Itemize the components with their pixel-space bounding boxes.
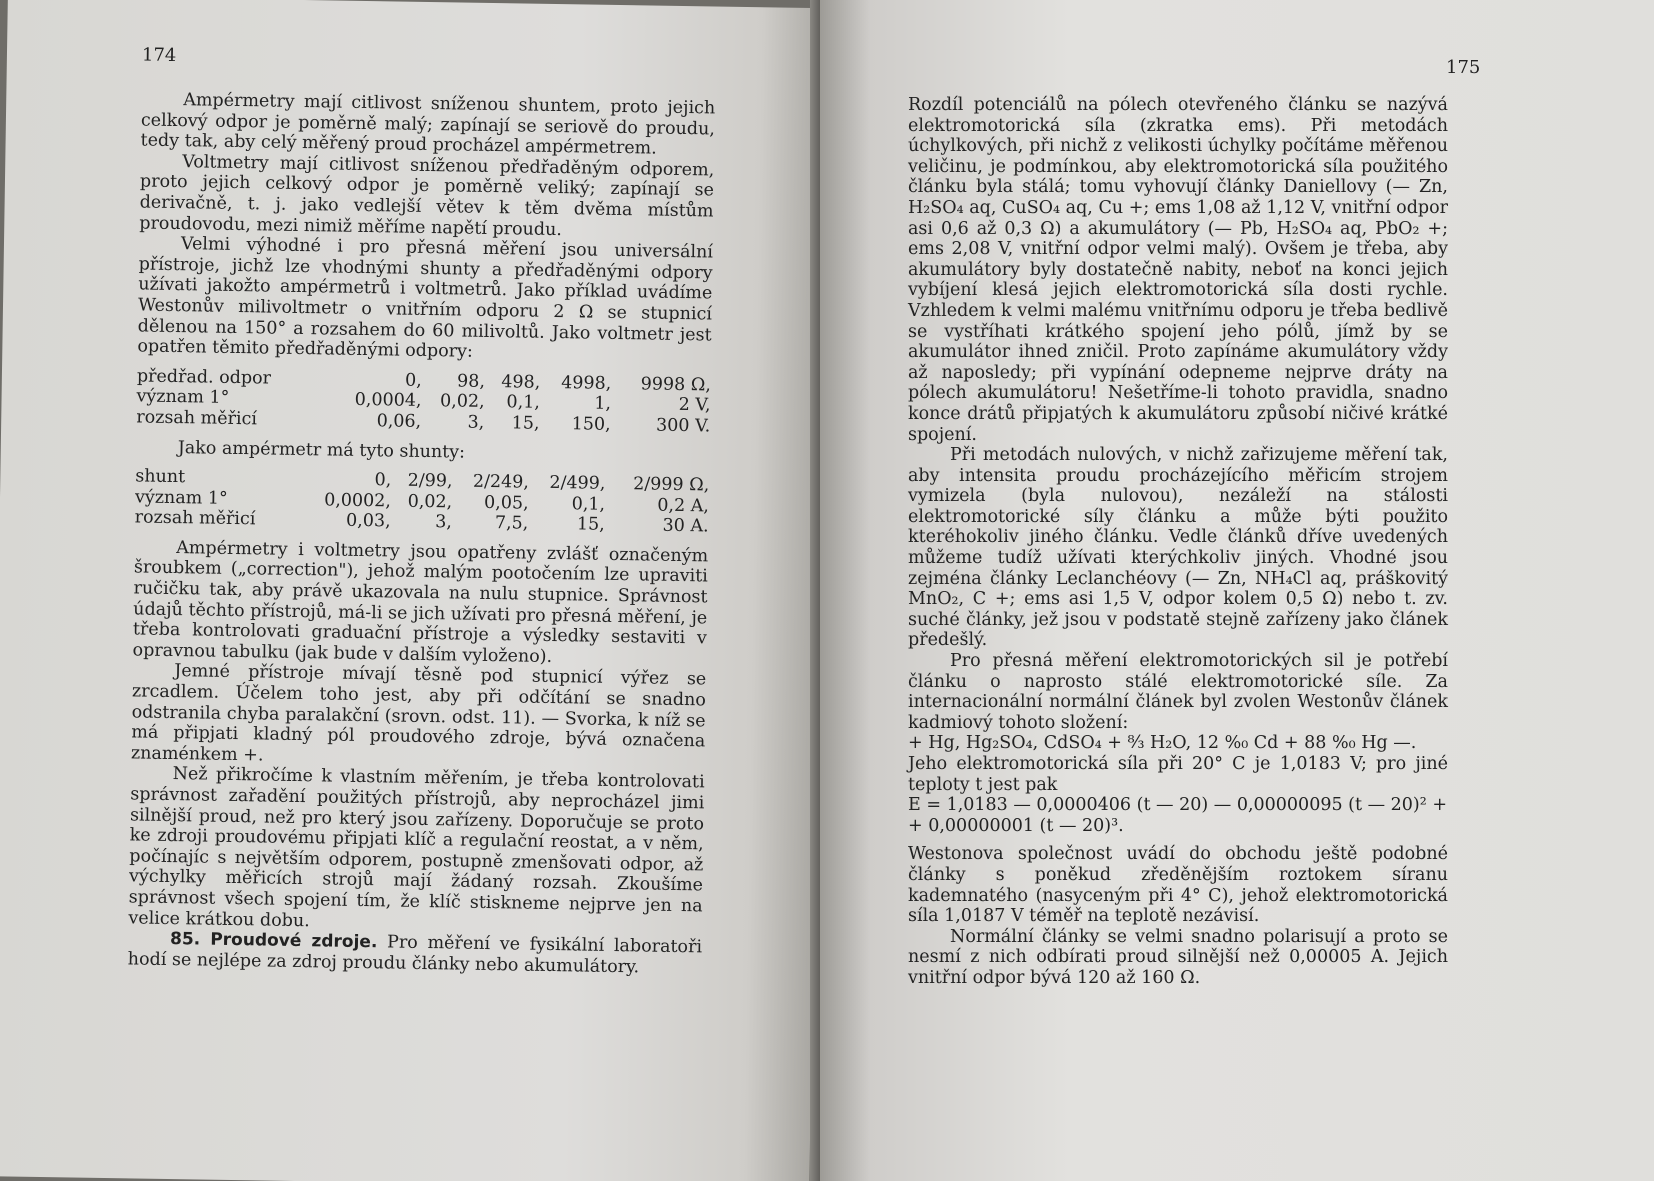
- paragraph: Jeho elektromotorická síla při 20° C je 1,0183 V; pro jiné teploty t jest pak: [908, 754, 1448, 795]
- right-page: [820, 0, 1654, 1181]
- paragraph: Než přikročíme k vlastním měřením, je třeba kontrolovati správnost zařadění použitých přístrojů, aby neprocházel jimi silnější proud, než pro který jsou zařízeny. Doporučuje se proto ke zdroji proudovému připjati klíč a regulační reostat, a v něm, počínajíc s největším odporem, postupně zmenšovati odpor, až výchylky měřicích strojů mají žádaný rozsah. Zkoušíme správnost všech spojení tím, že klíč stiskneme nejprve jen na velice krátkou dobu.: [128, 764, 705, 931]
- paragraph-text: Pro měření ve fysikální laboratoři hodí se nejlépe za zdroj proudu články nebo akumulátory.: [127, 932, 703, 978]
- table-cell: 0,02,: [407, 491, 453, 513]
- table-cell: význam 1°: [134, 487, 228, 509]
- paragraph: Voltmetry mají citlivost sníženou předřaděným odporem, proto jejich celkový odpor je poměrně veliký; zapínají se derivačně, t. j. jako vedlejší větev k těm dvěma místům proudovodu, mezi nimiž měříme napětí proudu.: [139, 151, 715, 240]
- formula-weston-cell: + Hg, Hg₂SO₄, CdSO₄ + ⁸⁄₃ H₂O, 12 %₀ Cd + 88 %₀ Hg —.: [908, 733, 1417, 754]
- table-cell: 2 V,: [678, 395, 711, 416]
- table-cell: 2/249,: [472, 471, 530, 493]
- table-resistors: [136, 366, 711, 437]
- table-cell: 98,: [456, 371, 486, 392]
- table-cell: 15,: [576, 514, 605, 536]
- table-cell: význam 1°: [136, 386, 230, 409]
- table-cell: 15,: [511, 413, 540, 434]
- table-cell: 0,06,: [376, 411, 422, 432]
- table-cell: 0,03,: [345, 511, 391, 532]
- table-cell: 0,02,: [439, 391, 485, 413]
- paragraph: Normální články se velmi snadno polarisují a proto se nesmí z nich odbírati proud silnější než 0,00005 A. Jejich vnitřní odpor bývá 120 až 160 Ω.: [908, 926, 1448, 988]
- section-heading: 85. Proudové zdroje.: [169, 929, 378, 953]
- paragraph: Pro přesná měření elektromotorických sil je potřebí článku o naprosto stálé elektromotorické síle. Za internacionální normální článek byl zvolen Westonův článek kadmiový tohoto složení:: [908, 651, 1448, 733]
- table-cell: 4998,: [561, 372, 612, 394]
- left-text-column: [128, 89, 716, 978]
- right-text-column: [908, 95, 1448, 989]
- table-cell: 0,1,: [571, 493, 606, 515]
- table-cell: 0,2 A,: [657, 495, 710, 517]
- table-cell: 7,5,: [494, 513, 529, 534]
- table-cell: 0,0002,: [324, 490, 392, 512]
- formula-emf-line1: E = 1,0183 — 0,0000406 (t — 20) — 0,00000095 (t — 20)² +: [908, 795, 1447, 816]
- table-cell: 2/99,: [407, 470, 453, 492]
- table-cell: rozsah měřicí: [136, 407, 258, 430]
- table-cell: 3,: [467, 412, 485, 433]
- table-cell: předřad. odpor: [136, 366, 272, 389]
- table-cell: 150,: [571, 414, 611, 435]
- page-number: 174: [141, 44, 177, 67]
- paragraph: Velmi výhodné i pro přesná měření jsou universální přístroje, jichž lze vhodnými shunty a předřaděnými odpory užívati jakožto ampérmetrů i voltmetrů. Jako příklad uvádíme Westonův milivoltmetr o vnitřním odporu 2 Ω se stupnicí dělenou na 150° a rozsahem do 60 milivoltů. Jako voltmetr jest opatřen těmito předřaděnými odpory:: [137, 234, 714, 362]
- table-shunts: [135, 467, 710, 538]
- table-cell: 0,0004,: [354, 390, 422, 412]
- paragraph: [128, 929, 703, 979]
- table-cell: 0,: [374, 470, 392, 491]
- paragraph: Jemné přístroje mívají těsně pod stupnicí výřez se zrcadlem. Účelem toho jest, aby při odčítání se snadno odstranila chyba paralakční (srovn. odst. 11). — Svorka, k níž se má připjati kladný pól proudového zdroje, bývá označena znaménkem +.: [130, 661, 707, 766]
- table-cell: 300 V.: [655, 415, 711, 437]
- paragraph: Rozdíl potenciálů na pólech otevřeného článku se nazývá elektromotorická síla (zkratka ems). Při metodách úchylkových, při nichž z velikosti úchylky počítáme měřenou veličinu, je podmínkou, aby elektromotorická síla použitého článku byla stálá; tomu vyhovují články Daniellovy (— Zn, H₂SO₄ aq, CuSO₄ aq, Cu +; ems 1,08 až 1,12 V, vnitřní odpor asi 0,6 až 0,3 Ω) a akumulátory (— Pb, H₂SO₄ aq, PbO₂ +; ems 2,08 V, vnitřní odpor velmi malý). Ovšem je třeba, aby akumulátory byly dostatečně nabity, neboť na konci jejich vybíjení klesá jejich elektromotorická síla dosti rychle. Vzhledem k velmi malému vnitřnímu odporu je třeba bedlivě se vystříhati krátkého spojení jeho pólů, jímž by se akumulátor ihned zničil. Proto zapínáme akumulátory vždy až naposledy; při vypínání odepneme nejprve dráty na pólech akumulátoru! Nešetříme-li tohoto pravidla, snadno konce drátů připjatých k akumulátoru způsobí ničivé krátké spojení.: [908, 95, 1448, 445]
- formula-emf-line2: + 0,00000001 (t — 20)³.: [908, 815, 1124, 836]
- paragraph: Ampérmetry i voltmetry jsou opatřeny zvlášť označeným šroubkem („correction"), jehož malým pootočením lze upraviti ručičku tak, aby právě ukazovala na nulu stupnice. Správnost údajů těchto přístrojů, má-li se jich užívati pro přesná měření, je třeba kontrolovati graduační přístroje a výsledky sestaviti v opravnou tabulku (jak bude v dalším vyloženo).: [132, 537, 709, 667]
- page-number: 175: [1446, 57, 1481, 78]
- table-cell: 0,1,: [506, 392, 541, 414]
- table-cell: 2/499,: [549, 473, 606, 494]
- table-cell: 0,05,: [483, 492, 529, 514]
- table-cell: 2/999 Ω,: [633, 474, 710, 496]
- table-cell: 3,: [435, 512, 453, 533]
- table-cell: 30 A.: [662, 515, 709, 537]
- paragraph: Jako ampérmetr má tyto shunty:: [177, 437, 466, 463]
- table-cell: rozsah měřicí: [134, 507, 256, 530]
- table-cell: 1,: [594, 393, 612, 415]
- table-cell: shunt: [135, 466, 186, 488]
- paragraph: Ampérmetry mají citlivost sníženou shuntem, proto jejich celkový odpor je poměrně malý; zapínají se seriově do proudu, tedy tak, aby celý měřený proud procházel ampérmetrem.: [140, 90, 716, 159]
- paragraph: Při metodách nulových, v nichž zařizujeme měření tak, aby intensita proudu procházejícího měřicím strojem vymizela (byla nulovou), nezáleží na stálosti elektromotorické síly článku a může býti použito kteréhokoliv jiného článku. Vedle článků dříve uvedených můžeme tudíž užívati kterýchkoliv jiných. Vhodné jsou zejména články Leclanchéovy (— Zn, NH₄Cl aq, práškovitý MnO₂, C +; ems asi 1,5 V, odpor kolem 0,5 Ω) nebo t. zv. suché články, jež jsou v podstatě stejně zařízeny jako článek předešlý.: [908, 445, 1448, 651]
- table-cell: 9998 Ω,: [640, 374, 712, 396]
- table-cell: 498,: [501, 371, 541, 393]
- paragraph: Westonova společnost uvádí do obchodu ještě podobné články s poněkud zředěnějším roztokem síranu kademnatého (nasyceným při 4° C), jehož elektromotorická síla 1,0187 V téměř na teplotě nezávisí.: [908, 844, 1448, 927]
- table-cell: 0,: [404, 370, 422, 391]
